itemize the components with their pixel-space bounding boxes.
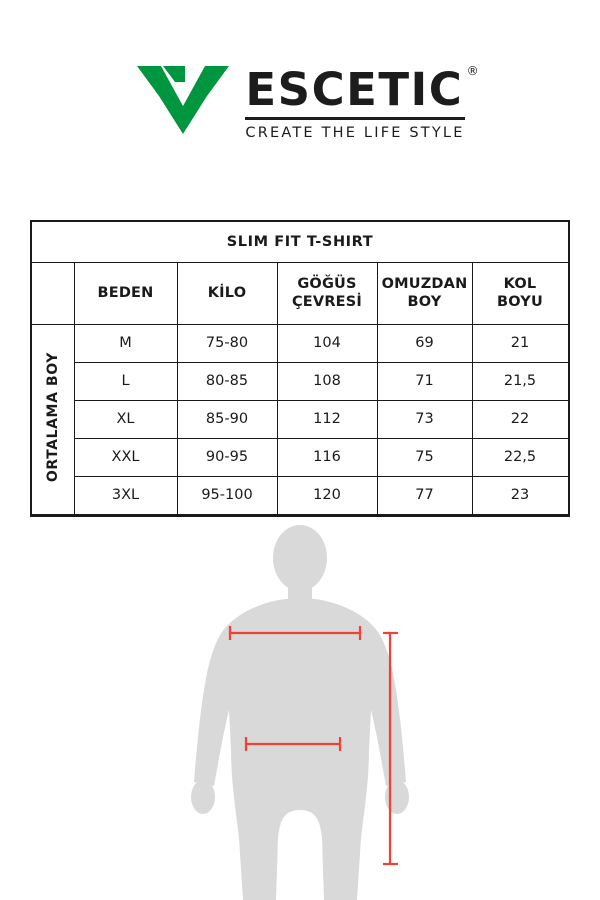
cell-kilo: 85-90 (177, 400, 277, 438)
cell-kol: 22,5 (472, 438, 568, 476)
registered-mark: ® (466, 64, 479, 78)
table-row (32, 362, 568, 400)
table-title-row (32, 222, 568, 262)
brand-wordmark (245, 62, 479, 141)
cell-beden: XL (74, 400, 177, 438)
cell-omuz: 73 (377, 400, 472, 438)
escetic-logo-icon (135, 62, 231, 134)
body-silhouette-icon (0, 520, 600, 900)
header-kol-line2: BOYU (497, 294, 543, 310)
cell-beden: 3XL (74, 476, 177, 514)
header-gogus-cevresi (277, 262, 377, 324)
cell-kol: 22 (472, 400, 568, 438)
cell-omuz: 75 (377, 438, 472, 476)
brand-tagline: CREATE THE LIFE STYLE (245, 125, 465, 141)
measurement-figure (0, 520, 600, 900)
cell-beden: M (74, 324, 177, 362)
cell-kilo: 95-100 (177, 476, 277, 514)
cell-kilo: 75-80 (177, 324, 277, 362)
table-row (32, 324, 568, 362)
size-table-container (30, 220, 570, 517)
cell-kilo: 90-95 (177, 438, 277, 476)
row-group-label: ORTALAMA BOY (44, 351, 61, 483)
header-omuzdan-boy (377, 262, 472, 324)
cell-gogus: 116 (277, 438, 377, 476)
cell-kol: 21,5 (472, 362, 568, 400)
cell-omuz: 69 (377, 324, 472, 362)
table-row (32, 438, 568, 476)
header-kol-line1: KOL (503, 276, 537, 292)
cell-gogus: 120 (277, 476, 377, 514)
row-group-label-cell (32, 324, 74, 514)
size-table (32, 222, 569, 515)
header-omuz-line1: OMUZDAN (381, 276, 468, 292)
brand-logo (0, 62, 600, 141)
cell-omuz: 77 (377, 476, 472, 514)
cell-kol: 23 (472, 476, 568, 514)
table-title: SLIM FIT T-SHIRT (32, 222, 568, 262)
table-row (32, 476, 568, 514)
header-omuz-line2: BOY (407, 294, 442, 310)
cell-kol: 21 (472, 324, 568, 362)
table-row (32, 400, 568, 438)
header-gogus-line1: GÖĞÜS (297, 276, 357, 292)
corner-blank-cell (32, 262, 74, 324)
header-gogus-line2: ÇEVRESİ (291, 294, 363, 310)
cell-gogus: 104 (277, 324, 377, 362)
brand-divider (245, 117, 464, 120)
header-beden: BEDEN (74, 262, 177, 324)
cell-gogus: 112 (277, 400, 377, 438)
header-kilo: KİLO (177, 262, 277, 324)
cell-beden: XXL (74, 438, 177, 476)
table-header-row (32, 262, 568, 324)
cell-kilo: 80-85 (177, 362, 277, 400)
brand-name: ESCETIC (245, 63, 464, 116)
cell-gogus: 108 (277, 362, 377, 400)
cell-beden: L (74, 362, 177, 400)
cell-omuz: 71 (377, 362, 472, 400)
header-kol-boyu (472, 262, 568, 324)
